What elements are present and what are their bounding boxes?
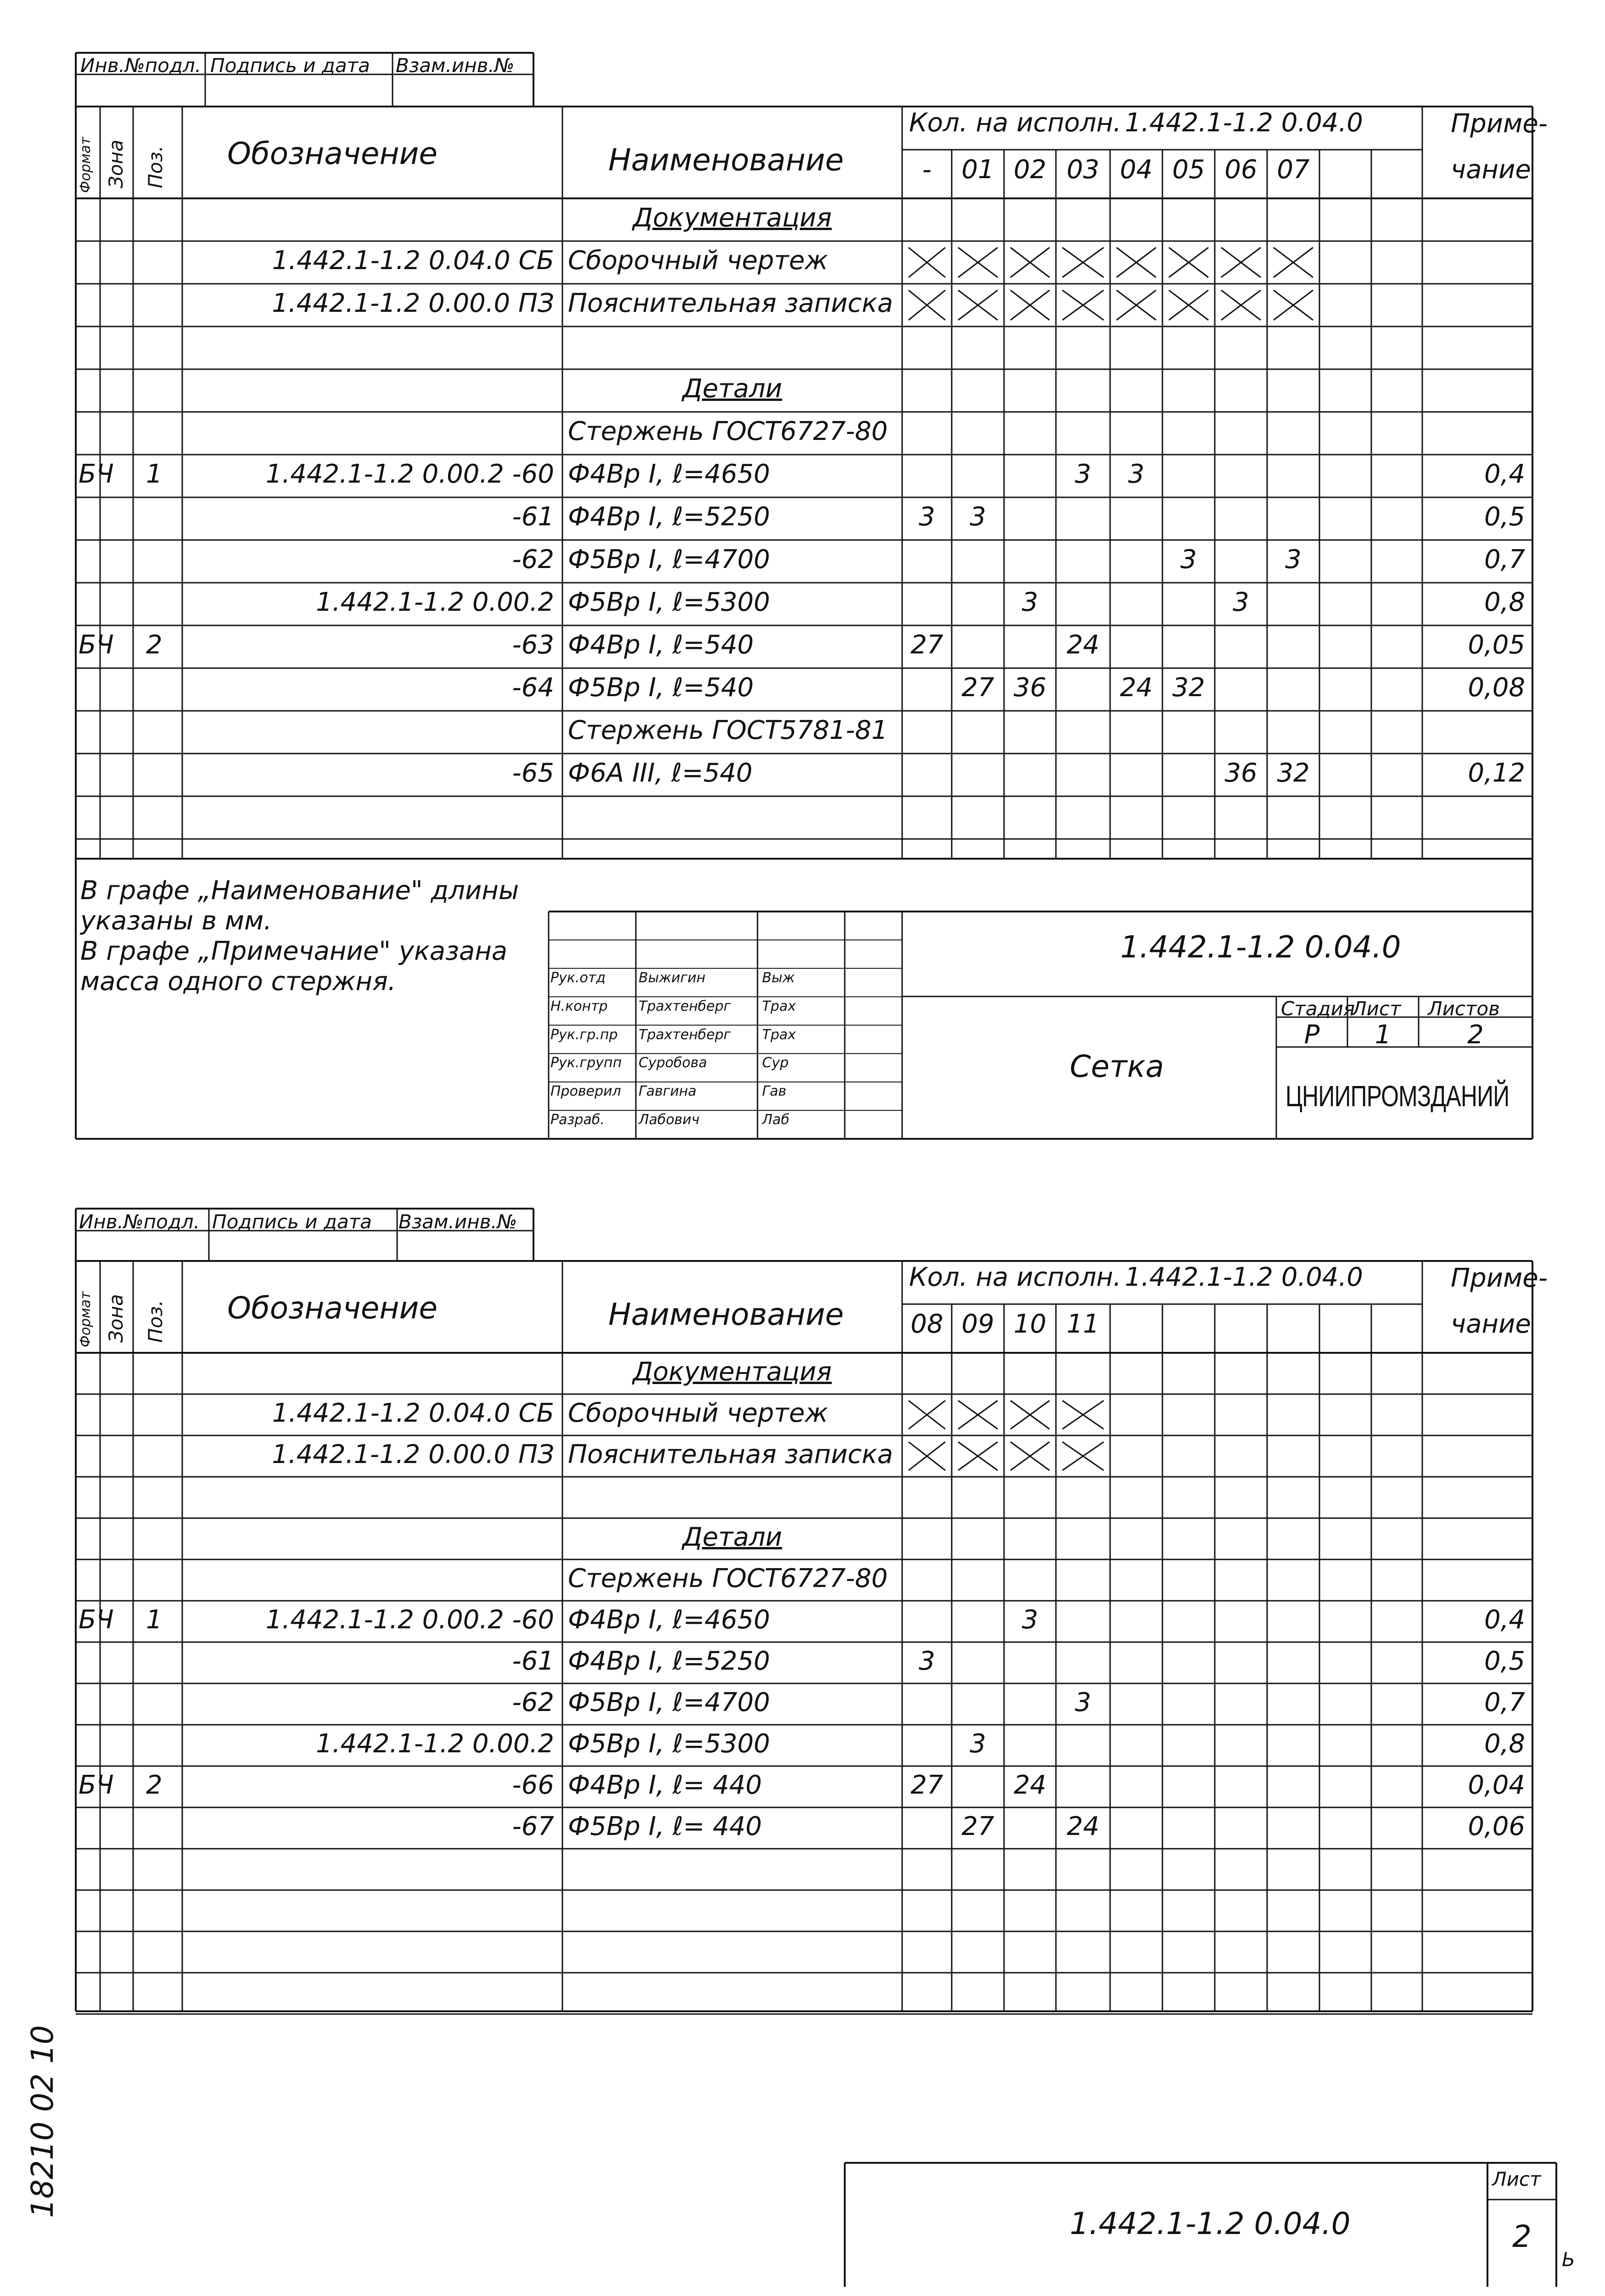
row-name: Стержень ГОСТ6727-80 (568, 1564, 888, 1594)
title-sheets-value: 2 (1467, 1020, 1484, 1050)
row-note: 0,5 (1484, 501, 1525, 532)
row-qty-3: 24 (1066, 1812, 1100, 1842)
row-qty-2: 36 (1013, 672, 1047, 703)
title-product-name: Сетка (1070, 1049, 1164, 1084)
row-format: БЧ (79, 1770, 114, 1801)
row-designation: 1.442.1-1.2 0.00.2 -60 (265, 459, 554, 489)
header-note-line2: чание (1451, 155, 1531, 185)
row-qty-4: 3 (1128, 459, 1145, 489)
row-name: Сборочный чертеж (568, 1398, 828, 1429)
header-format: Формат (78, 137, 94, 193)
row-qty-2: 3 (1021, 587, 1038, 617)
header-note-line1: Приме- (1451, 109, 1548, 139)
row-name: Ф4Вр I, ℓ=5250 (568, 501, 770, 532)
row-note: 0,8 (1484, 587, 1525, 617)
row-name: Ф4Вр I, ℓ=540 (568, 630, 754, 660)
row-designation: -66 (512, 1770, 554, 1801)
signature-mark: Лаб (762, 1112, 790, 1128)
row-note: 0,7 (1484, 544, 1525, 574)
title-stage-value: Р (1304, 1020, 1320, 1050)
row-name: Стержень ГОСТ5781-81 (568, 715, 888, 745)
signature-name: Трахтенберг (639, 1026, 731, 1043)
variant-col-06: 06 (1224, 155, 1257, 185)
row-pos: 1 (146, 459, 163, 489)
row-designation: -61 (512, 501, 554, 532)
row-qty-1: 27 (961, 672, 994, 703)
signature-mark: Трах (762, 998, 796, 1014)
side-archive-number: 18210 02 10 (25, 2025, 60, 2218)
row-name: Пояснительная записка (568, 1440, 893, 1470)
signature-role: Рук.гр.пр (550, 1026, 618, 1043)
row-pos: 2 (146, 630, 163, 660)
row-qty-1: 3 (970, 501, 986, 532)
general-note-line-2: указаны в мм. (80, 906, 272, 936)
signature-role: Рук.отд (550, 969, 606, 986)
row-qty-0: 3 (919, 501, 935, 532)
row-pos: 2 (146, 1770, 163, 1801)
row-note: 0,4 (1484, 459, 1525, 489)
row-qty-0: 3 (919, 1646, 935, 1677)
signature-name: Лабович (639, 1112, 700, 1128)
row-note: 0,5 (1484, 1646, 1525, 1677)
signature-role: Проверил (550, 1083, 621, 1100)
header-note-line1: Приме- (1451, 1263, 1548, 1293)
signature-role: Рук.групп (550, 1055, 622, 1071)
row-name: Пояснительная записка (568, 288, 893, 318)
title-designation: 1.442.1-1.2 0.04.0 (1120, 929, 1401, 965)
header-designation: Обозначение (227, 1290, 438, 1326)
row-name: Сборочный чертеж (568, 245, 828, 276)
row-qty-1: 3 (970, 1729, 986, 1759)
stamp2-sign-date-label: Подпись и дата (212, 1210, 372, 1233)
header-pos: Поз. (144, 1300, 167, 1343)
header-qty-title: Кол. на исполн. (909, 108, 1122, 138)
variant-col-08: 08 (910, 1309, 943, 1339)
row-name: Ф5Вр I, ℓ=5300 (568, 587, 770, 617)
section-heading: Документация (633, 1357, 832, 1387)
header-name: Наименование (608, 1297, 844, 1332)
row-qty-4: 24 (1120, 672, 1153, 703)
row-designation: 1.442.1-1.2 0.04.0 СБ (272, 1398, 554, 1429)
row-name: Ф4Вр I, ℓ=5250 (568, 1646, 770, 1677)
stamp-inv-no-label: Инв.№подл. (80, 54, 202, 77)
signature-name: Суробова (639, 1055, 707, 1071)
variant-col-01: 01 (961, 155, 994, 185)
row-note: 0,7 (1484, 1688, 1525, 1718)
header-name: Наименование (608, 142, 844, 178)
signature-name: Трахтенберг (639, 998, 731, 1014)
row-designation: -62 (512, 544, 554, 574)
row-designation: 1.442.1-1.2 0.00.2 (316, 587, 554, 617)
row-name: Ф5Вр I, ℓ=5300 (568, 1729, 770, 1759)
row-designation: 1.442.1-1.2 0.00.0 ПЗ (272, 1440, 554, 1470)
row-note: 0,05 (1468, 630, 1525, 660)
stamp-replace-inv-label: Взам.инв.№ (396, 54, 515, 77)
section-heading: Детали (682, 1522, 782, 1553)
row-name: Ф5Вр I, ℓ= 440 (568, 1812, 762, 1842)
row-note: 0,8 (1484, 1729, 1525, 1759)
general-note-line-3: В графе „Примечание" указана (80, 936, 508, 966)
general-note-line-4: масса одного стержня. (80, 967, 396, 996)
row-qty-0: 27 (910, 630, 943, 660)
row-name: Ф5Вр I, ℓ=4700 (568, 1688, 770, 1718)
header-qty-title: Кол. на исполн. (909, 1262, 1122, 1292)
footer-sheet-label: Лист (1492, 2168, 1541, 2190)
signature-mark: Сур (762, 1055, 789, 1071)
footer-sheet-number: 2 (1512, 2219, 1532, 2254)
header-doc-ref: 1.442.1-1.2 0.04.0 (1125, 1262, 1363, 1292)
row-name: Ф4Вр I, ℓ=4650 (568, 1605, 770, 1635)
row-qty-7: 3 (1285, 544, 1302, 574)
variant-col-04: 04 (1120, 155, 1153, 185)
stamp2-inv-no-label: Инв.№подл. (79, 1210, 200, 1233)
row-qty-1: 27 (961, 1812, 994, 1842)
variant-col-02: 02 (1013, 155, 1047, 185)
row-qty-2: 3 (1021, 1605, 1038, 1635)
signature-name: Гавгина (639, 1083, 697, 1100)
row-note: 0,12 (1468, 758, 1525, 788)
row-designation: -62 (512, 1688, 554, 1718)
row-note: 0,06 (1468, 1812, 1525, 1842)
row-name: Ф5Вр I, ℓ=540 (568, 672, 754, 703)
header-note-line2: чание (1451, 1309, 1531, 1339)
row-designation: -67 (512, 1812, 554, 1842)
stamp-sign-date-label: Подпись и дата (210, 54, 370, 77)
footer-designation: 1.442.1-1.2 0.04.0 (1070, 2206, 1351, 2241)
signature-name: Выжигин (639, 969, 706, 986)
row-designation: -61 (512, 1646, 554, 1677)
title-sheets-label: Листов (1428, 997, 1500, 1020)
header-pos: Поз. (144, 146, 167, 188)
row-qty-5: 3 (1180, 544, 1197, 574)
row-qty-2: 24 (1013, 1770, 1047, 1801)
row-designation: 1.442.1-1.2 0.00.0 ПЗ (272, 288, 554, 318)
row-format: БЧ (79, 459, 114, 489)
row-designation: 1.442.1-1.2 0.00.2 -60 (265, 1605, 554, 1635)
row-note: 0,08 (1468, 672, 1525, 703)
row-qty-3: 3 (1075, 459, 1091, 489)
general-note-line-1: В графе „Наименование" длины (80, 876, 519, 906)
variant-col-07: 07 (1277, 155, 1310, 185)
title-organization: ЦНИИПРОМЗДАНИЙ (1285, 1080, 1510, 1113)
stamp2-replace-inv-label: Взам.инв.№ (398, 1210, 517, 1233)
title-sheet-label: Лист (1352, 997, 1401, 1020)
row-qty-3: 3 (1075, 1688, 1091, 1718)
signature-role: Н.контр (550, 998, 608, 1014)
row-designation: -63 (512, 630, 554, 660)
title-sheet-value: 1 (1375, 1020, 1392, 1050)
variant-col-09: 09 (961, 1309, 994, 1339)
signature-mark: Трах (762, 1026, 796, 1043)
row-qty-3: 24 (1066, 630, 1100, 660)
row-qty-7: 32 (1277, 758, 1310, 788)
variant-col-10: 10 (1013, 1309, 1047, 1339)
header-doc-ref: 1.442.1-1.2 0.04.0 (1125, 108, 1363, 138)
row-qty-6: 3 (1233, 587, 1249, 617)
row-qty-6: 36 (1224, 758, 1257, 788)
row-format: БЧ (79, 1605, 114, 1635)
row-note: 0,04 (1468, 1770, 1525, 1801)
row-name: Ф4Вр I, ℓ= 440 (568, 1770, 762, 1801)
row-qty-0: 27 (910, 1770, 943, 1801)
header-format: Формат (78, 1291, 94, 1347)
header-designation: Обозначение (227, 136, 438, 171)
footer-corner-mark: Ь (1562, 2248, 1575, 2271)
row-name: Ф6А III, ℓ=540 (568, 758, 753, 788)
row-designation: 1.442.1-1.2 0.00.2 (316, 1729, 554, 1759)
header-zone: Зона (105, 140, 127, 188)
row-designation: -65 (512, 758, 554, 788)
variant-col--: - (922, 155, 932, 185)
section-heading: Документация (633, 203, 832, 233)
variant-col-03: 03 (1066, 155, 1100, 185)
signature-role: Разраб. (550, 1112, 605, 1128)
row-name: Ф5Вр I, ℓ=4700 (568, 544, 770, 574)
title-stage-label: Стадия (1281, 997, 1355, 1020)
header-zone: Зона (105, 1294, 127, 1343)
variant-col-11: 11 (1066, 1309, 1100, 1339)
row-note: 0,4 (1484, 1605, 1525, 1635)
row-pos: 1 (146, 1605, 163, 1635)
row-name: Стержень ГОСТ6727-80 (568, 416, 888, 446)
row-name: Ф4Вр I, ℓ=4650 (568, 459, 770, 489)
row-designation: -64 (512, 672, 554, 703)
signature-mark: Выж (762, 969, 795, 986)
row-qty-5: 32 (1172, 672, 1205, 703)
row-designation: 1.442.1-1.2 0.04.0 СБ (272, 245, 554, 276)
variant-col-05: 05 (1172, 155, 1205, 185)
section-heading: Детали (682, 373, 782, 404)
row-format: БЧ (79, 630, 114, 660)
signature-mark: Гав (762, 1083, 786, 1100)
